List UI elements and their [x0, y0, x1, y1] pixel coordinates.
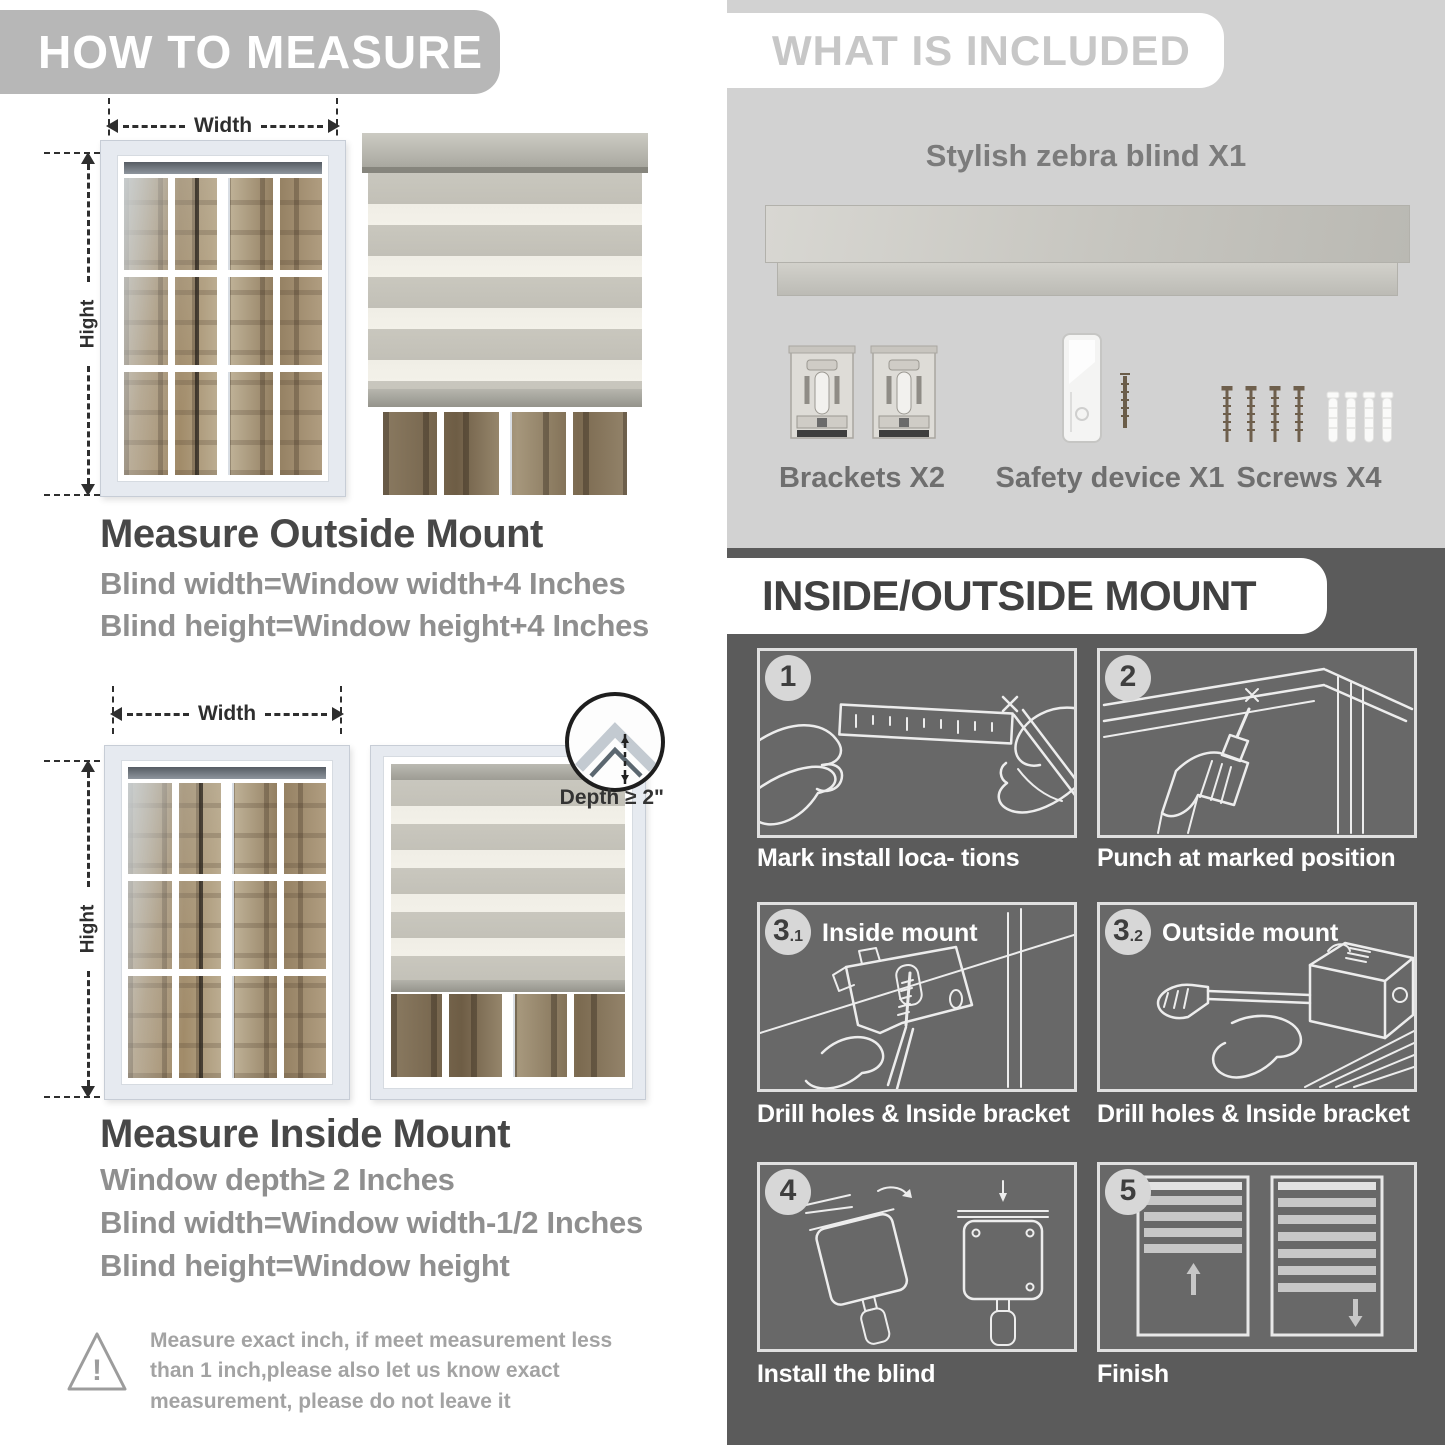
- warning-text: Measure exact inch, if meet measurement less than 1 inch,please also let us know exact measurement, please do not leave it: [150, 1329, 613, 1413]
- arrow-down-icon: [81, 484, 95, 496]
- screws-icon: [1219, 386, 1399, 453]
- height-label: Hight: [77, 904, 99, 954]
- arrow-down-icon: [81, 1086, 95, 1098]
- product-label: Stylish zebra blind X1: [925, 138, 1247, 173]
- width-arrow: [106, 114, 340, 138]
- blind-headrail-image: [765, 205, 1410, 296]
- step-caption-2: Punch at marked position: [1097, 844, 1396, 872]
- inside-outside-mount-section: [727, 548, 1445, 1445]
- brackets-icon: [787, 342, 939, 451]
- inside-blind-fabric: [391, 780, 625, 980]
- blind-fabric: [368, 173, 642, 389]
- step-caption-1: Mark install loca- tions: [757, 844, 1020, 872]
- item-label-brackets: Brackets X2: [778, 462, 946, 494]
- window-inside-mount-photo: [104, 745, 350, 1100]
- step-label: Inside mount: [822, 919, 978, 947]
- step-label: Outside mount: [1162, 919, 1339, 947]
- window-outside-mount-photo: [100, 140, 346, 497]
- width-label: Width: [193, 114, 253, 137]
- inside-mount-line-3: Blind height=Window height: [100, 1248, 510, 1283]
- inside-outside-mount-title: INSIDE/OUTSIDE MOUNT: [762, 572, 1257, 619]
- step-panel-5: [1097, 1162, 1417, 1352]
- how-to-measure-title: HOW TO MEASURE: [38, 26, 484, 78]
- inside-blind-bottom-rail: [391, 980, 625, 992]
- step-caption-3-2: Drill holes & Inside bracket: [1097, 1100, 1410, 1128]
- svg-text:!: !: [92, 1354, 102, 1387]
- what-is-included-section: [727, 0, 1445, 548]
- outside-mount-line-2: Blind height=Window height+4 Inches: [100, 608, 649, 643]
- step-caption-3-1: Drill holes & Inside bracket: [757, 1100, 1070, 1128]
- arrow-up-icon: [81, 152, 95, 164]
- arrow-left-icon: [110, 707, 122, 721]
- step-badge: 4: [765, 1169, 811, 1215]
- window-top-rail: [124, 162, 322, 174]
- step-panel-3-1: [757, 902, 1077, 1092]
- arrow-up-icon: [81, 760, 95, 772]
- width-label: Width: [197, 702, 257, 725]
- window-top-rail: [128, 767, 326, 779]
- height-arrow-2: [76, 760, 100, 1098]
- item-label-screws: Screws X4: [1236, 462, 1382, 494]
- arrow-right-icon: [332, 707, 344, 721]
- step-panel-2: [1097, 648, 1417, 838]
- warning-triangle-icon: [66, 1330, 128, 1394]
- height-arrow: [76, 152, 100, 496]
- window-panes: [124, 178, 322, 475]
- how-to-measure-banner: [0, 10, 500, 94]
- item-label-safety-device: Safety device X1: [995, 462, 1225, 494]
- depth-label: Depth ≥ 2": [559, 786, 664, 809]
- step-badge: 3 .2: [1105, 909, 1151, 955]
- width-arrow-2: [110, 702, 344, 726]
- what-is-included-title: WHAT IS INCLUDED: [772, 26, 1191, 74]
- step-panel-3-2: [1097, 902, 1417, 1092]
- step-caption-4: Install the blind: [757, 1360, 936, 1388]
- depth-magnifier-icon: [565, 692, 665, 792]
- step-panel-4: [757, 1162, 1077, 1352]
- outside-mount-title: Measure Outside Mount: [100, 512, 543, 556]
- blind-headrail: [362, 133, 648, 173]
- step-panel-1: [757, 648, 1077, 838]
- step-badge: 3 .1: [765, 909, 811, 955]
- step-badge: 5: [1105, 1169, 1151, 1215]
- arrow-left-icon: [106, 119, 118, 133]
- height-label: Hight: [77, 299, 99, 349]
- inside-mount-title: Measure Inside Mount: [100, 1112, 511, 1156]
- what-is-included-banner: [727, 13, 1224, 88]
- safety-device-icon: [1057, 332, 1157, 453]
- inside-mount-line-2: Blind width=Window width-1/2 Inches: [100, 1205, 643, 1240]
- inside-outside-mount-banner: [727, 558, 1327, 634]
- blind-bottom-rail: [368, 389, 642, 407]
- inside-mount-line-1: Window depth≥ 2 Inches: [100, 1162, 455, 1197]
- zebra-blind-outside-mount: [362, 133, 648, 500]
- step-caption-5: Finish: [1097, 1360, 1169, 1388]
- outside-mount-line-1: Blind width=Window width+4 Inches: [100, 566, 626, 601]
- arrow-right-icon: [328, 119, 340, 133]
- step-badge: 2: [1105, 655, 1151, 701]
- step-badge: 1: [765, 655, 811, 701]
- window-under-blind: [376, 407, 634, 500]
